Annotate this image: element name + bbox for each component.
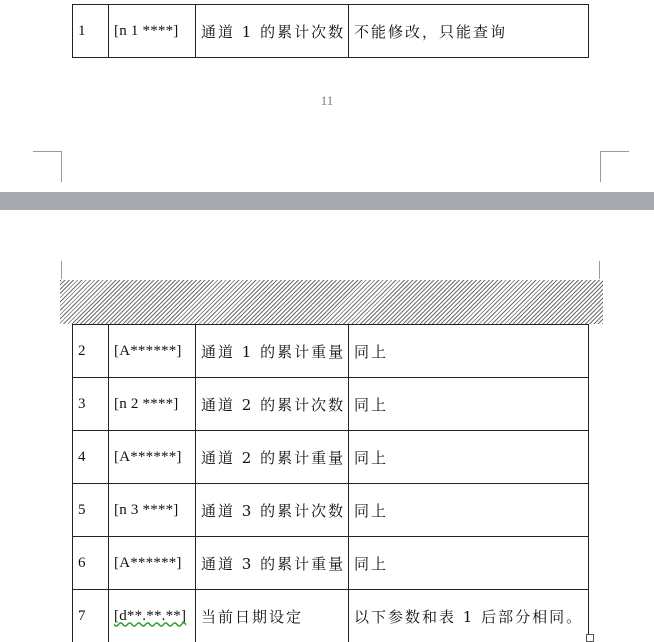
row-note[interactable]: 同上 [349, 431, 589, 484]
row-description[interactable]: 通道 2 的累计次数 [196, 378, 349, 431]
table-resize-handle[interactable] [586, 634, 594, 642]
row-number[interactable]: 5 [73, 484, 109, 537]
row-code[interactable]: [n 2 ****] [109, 378, 196, 431]
parameter-table-top [72, 4, 589, 58]
margin-mark-top-left [61, 261, 62, 279]
page-top [0, 0, 654, 192]
row-description[interactable]: 通道 1 的累计重量 [196, 325, 349, 378]
row-description[interactable]: 通道 3 的累计重量 [196, 537, 349, 590]
table-row [73, 431, 589, 484]
row-number[interactable]: 2 [73, 325, 109, 378]
row-description[interactable]: 通道 3 的累计次数 [196, 484, 349, 537]
row-note[interactable]: 同上 [349, 378, 589, 431]
row-number[interactable]: 3 [73, 378, 109, 431]
row-code-text: [d**.**.**] [114, 607, 187, 624]
row-number[interactable]: 6 [73, 537, 109, 590]
row-note[interactable]: 不能修改，只能查询 [349, 5, 589, 58]
table-row [73, 378, 589, 431]
row-code[interactable]: [n 1 ****] [109, 5, 196, 58]
row-number[interactable]: 7 [73, 590, 109, 642]
page-bottom [0, 210, 654, 642]
row-code[interactable]: [n 3 ****] [109, 484, 196, 537]
table-row [73, 590, 589, 642]
row-description[interactable]: 当前日期设定 [196, 590, 349, 642]
header-hatch-area [60, 280, 603, 324]
row-number[interactable]: 1 [73, 5, 109, 58]
table-row [73, 325, 589, 378]
row-number[interactable]: 4 [73, 431, 109, 484]
parameter-table-bottom [72, 324, 589, 642]
margin-mark-top-right [599, 261, 600, 279]
row-description[interactable]: 通道 2 的累计重量 [196, 431, 349, 484]
row-note[interactable]: 同上 [349, 484, 589, 537]
margin-mark-bottom-left [33, 151, 62, 182]
row-note[interactable]: 以下参数和表 1 后部分相同。 [349, 590, 589, 642]
page-separator [0, 192, 654, 210]
row-code[interactable]: [A******] [109, 325, 196, 378]
table-row [73, 537, 589, 590]
row-code[interactable]: [A******] [109, 431, 196, 484]
row-code[interactable] [109, 590, 196, 642]
margin-mark-bottom-right [600, 151, 629, 182]
row-note[interactable]: 同上 [349, 325, 589, 378]
row-description[interactable]: 通道 1 的累计次数 [196, 5, 349, 58]
page-number: 11 [320, 93, 334, 108]
table-row [73, 484, 589, 537]
table-row [73, 5, 589, 58]
row-code[interactable]: [A******] [109, 537, 196, 590]
row-note[interactable]: 同上 [349, 537, 589, 590]
